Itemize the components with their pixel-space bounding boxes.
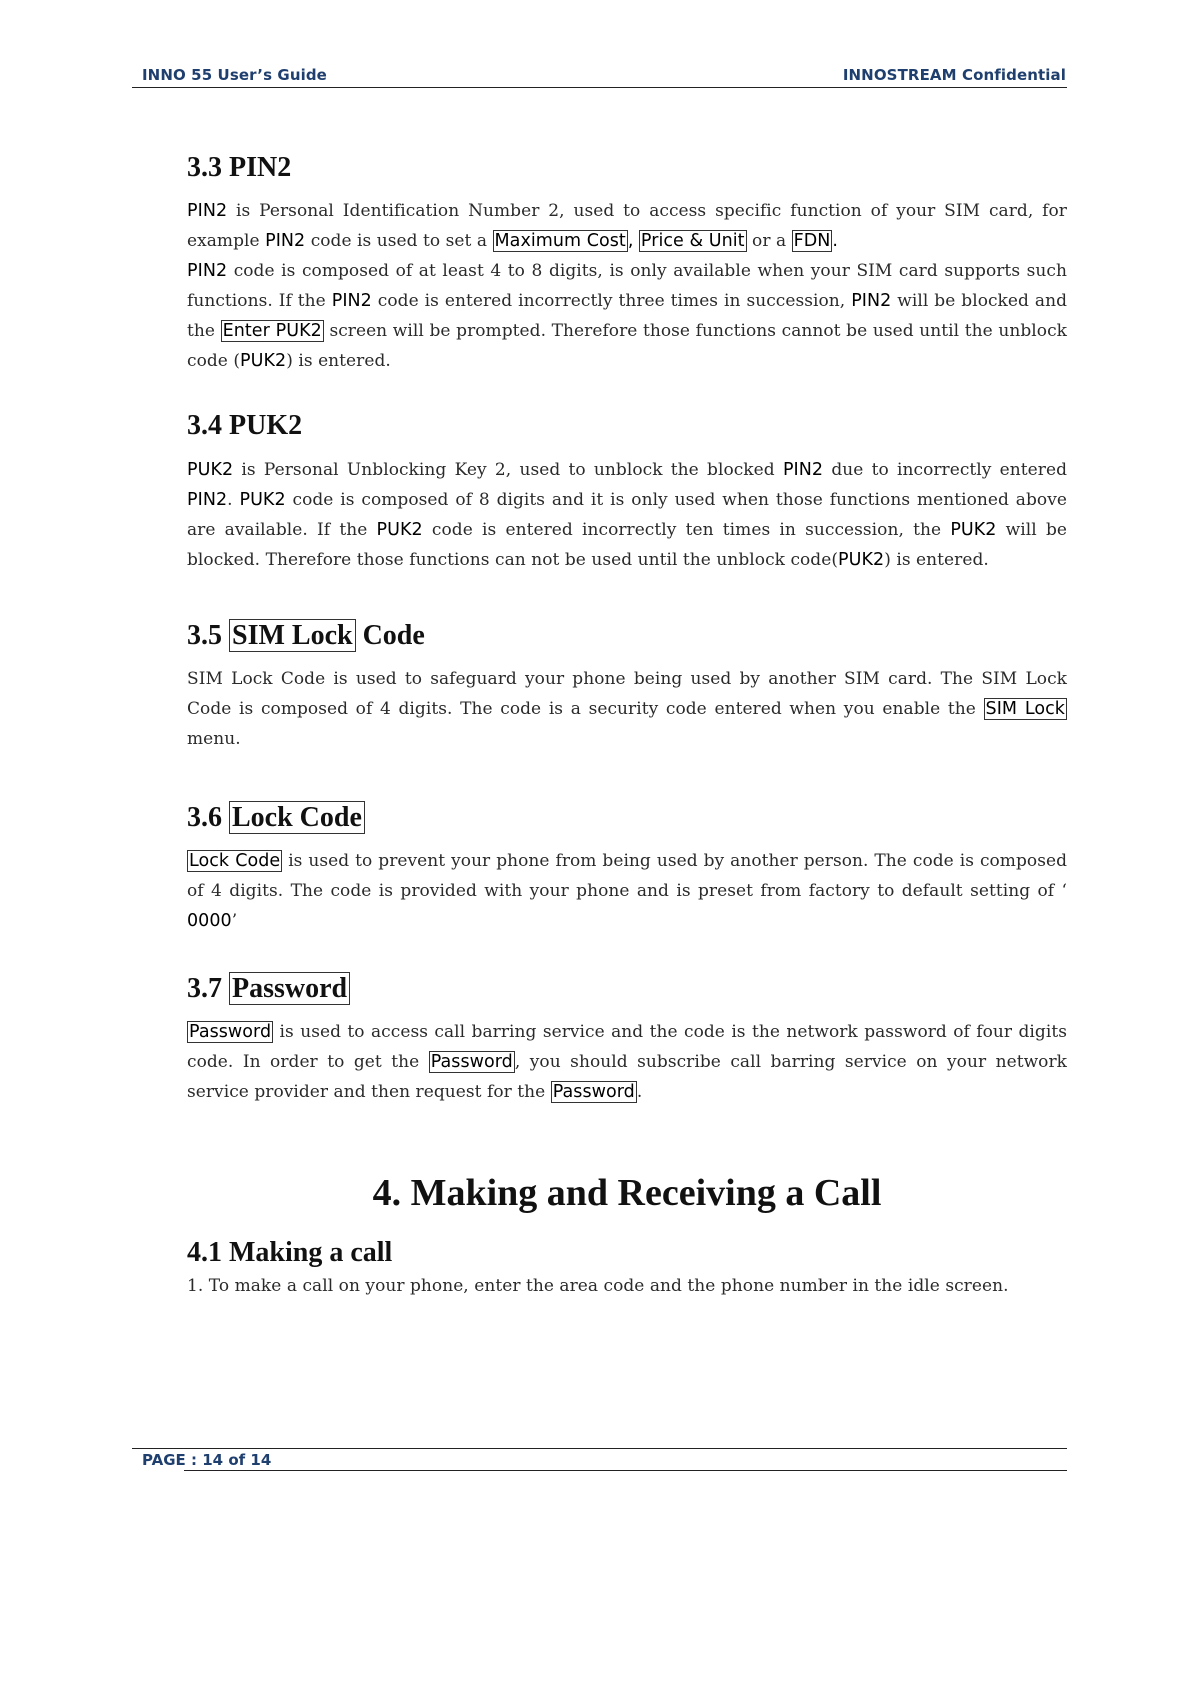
header-confidential: INNOSTREAM Confidential [842,66,1066,84]
boxed-term: Lock Code [189,851,281,871]
term: PIN2 [851,291,892,311]
header-doc-title: INNO 55 User’s Guide [142,66,327,84]
section-title-3-4: 3.4 PUK2 [187,410,303,441]
term: PUK2 [838,550,885,570]
section-title-3-3: 3.3 PIN2 [187,152,292,183]
section-3-6-paragraph-1: Lock Code is used to prevent your phone from being used by another person. The code is composed of 4 digits. The code is provided with your phone and is preset from factory to default setting of ‘ 0000’ [187,851,1068,931]
term: 0000 [187,911,232,931]
term: PIN2 [331,291,372,311]
section-3-5-paragraph-1: SIM Lock Code is used to safeguard your phone being used by another SIM card. The SIM Lock Code is composed of 4 digits. The code is a security code entered when you enable the SIM Lock menu. [187,669,1067,749]
term: PIN2 [265,231,306,251]
boxed-term: SIM Lock [985,699,1065,719]
term: PIN2 [782,460,824,480]
term: PUK2 [950,520,997,540]
term: PUK2 [239,490,286,510]
term: . [832,231,839,251]
footer-divider-bottom [184,1470,1067,1471]
header-divider [132,87,1067,88]
boxed-term: Price & Unit [640,231,745,251]
section-number: 3.7 [187,973,222,1004]
boxed-term: Password [430,1052,513,1072]
section-4-1-paragraph-1: 1. To make a call on your phone, enter the area code and the phone number in the idle screen. [187,1276,1009,1296]
section-title-term: Lock Code [229,801,365,834]
boxed-term: Password [189,1022,272,1042]
boxed-term: Enter PUK2 [222,321,322,341]
footer-page-number: PAGE : 14 of 14 [142,1451,272,1469]
term: PUK2 [376,520,423,540]
chapter-title-4: 4. Making and Receiving a Call [372,1172,882,1214]
boxed-term: FDN [793,231,831,251]
term: PUK2 [240,351,287,371]
section-title-3-6 [187,800,1067,836]
section-number: 3.5 [187,620,222,651]
term: , [627,231,634,251]
boxed-term: Maximum Cost [494,231,626,251]
term: PIN2 [187,261,228,281]
section-title-rest: Code [362,620,425,651]
section-number: 3.6 [187,802,222,833]
boxed-term: Password [552,1082,635,1102]
section-title-3-7 [187,971,1067,1007]
term: PIN2 [187,201,228,221]
term: PUK2 [187,460,234,480]
section-3-3-paragraph-2: PIN2 code is composed of at least 4 to 8 digits, is only available when your SIM card supports such functions. If the PIN2 code is entered incorrectly three times in succession, PIN2 will be blocked and the Enter PUK2 screen will be prompted. Therefore those functions cannot be used until the unblock code (PUK2) is entered. [187,261,1067,371]
section-3-7-paragraph-1: Password is used to access call barring service and the code is the network password of four digits code. In order to get the Password , you should subscribe call barring service on your network service provider and then request for the Password . [187,1022,1067,1102]
section-3-3-paragraph-1: PIN2 is Personal Identification Number 2, used to access specific function of your SIM card, for example PIN2 code is used to set a Maximum Cost , Price & Unit or a FDN . [187,201,1067,251]
term: PIN2 [187,490,228,510]
section-title-3-5 [187,618,1067,654]
section-3-4-paragraph-1: PUK2 is Personal Unblocking Key 2, used to unblock the blocked PIN2 due to incorrectly entered PIN2. PUK2 code is composed of 8 digits and it is only used when those functions mentioned above are available. If the PUK2 code is entered incorrectly ten times in succession, the PUK2 will be blocked. Therefore those functions can not be used until the unblock code(PUK2) is entered. [187,460,1068,570]
page-content [187,150,1067,1301]
section-title-term: SIM Lock [229,619,356,652]
footer-divider-top [132,1448,1067,1449]
section-title-term: Password [229,972,350,1005]
section-title-4-1: 4.1 Making a call [187,1237,393,1268]
